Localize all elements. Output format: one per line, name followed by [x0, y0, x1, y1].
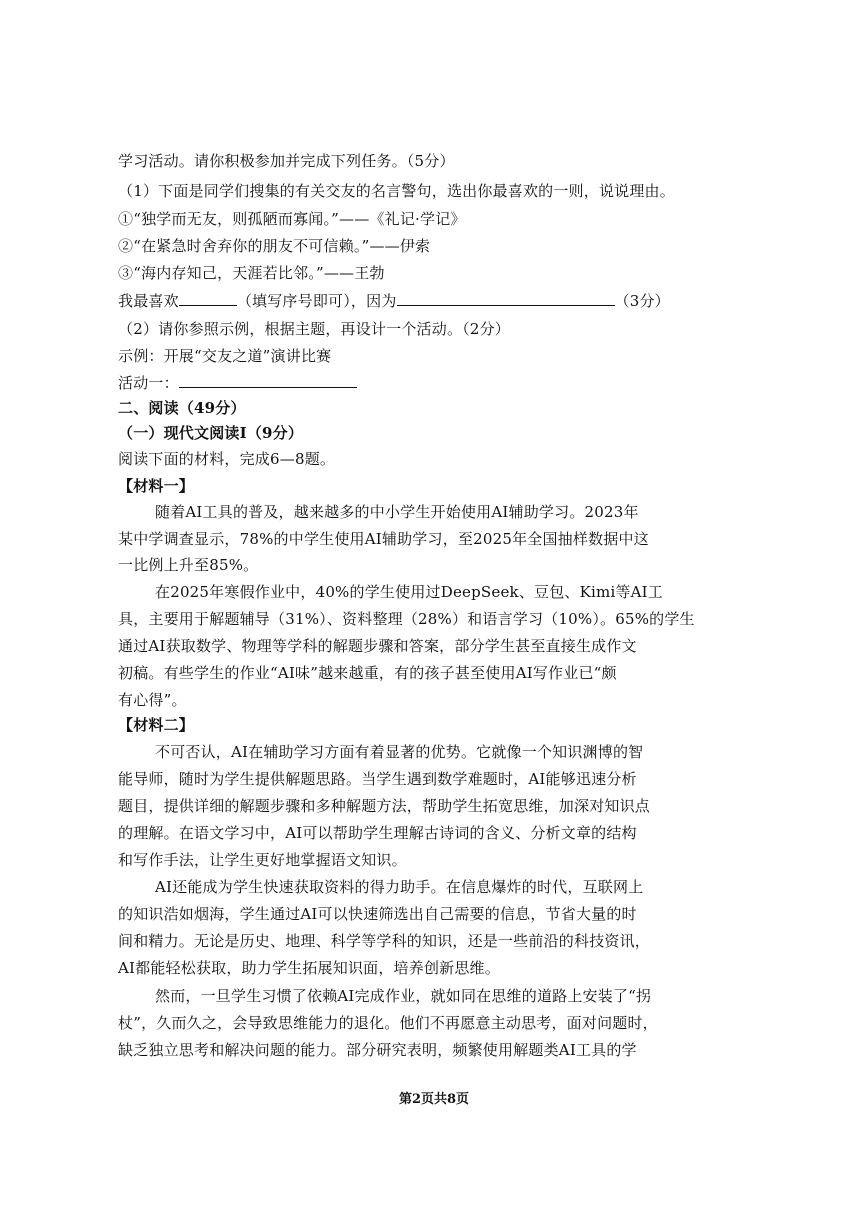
material-2-line: 然而，一旦学生习惯了依赖AI完成作业，就如同在思维的道路上安装了“拐 — [155, 987, 652, 1005]
material-2-line: 不可否认，AI在辅助学习方面有着显著的优势。它就像一个知识渊博的智 — [155, 743, 644, 761]
favorite-line — [118, 290, 670, 311]
material-1-line: 初稿。有些学生的作业“AI味”越来越重，有的孩子甚至使用AI写作业已“颇 — [118, 664, 617, 682]
subsection-title: （一）现代文阅读Ⅰ（9分） — [118, 424, 304, 442]
favorite-prefix: 我最喜欢 — [118, 292, 179, 310]
material-1-line: 通过AI获取数学、物理等学科的解题步骤和答案，部分学生甚至直接生成作文 — [118, 637, 637, 655]
material-1-title: 【材料一】 — [118, 477, 195, 495]
example-line: 示例：开展“交友之道”演讲比赛 — [118, 347, 332, 365]
quote-2: ②“在紧急时舍弃你的朋友不可信赖。”——伊索 — [118, 237, 431, 255]
material-1-line: 某中学调查显示，78%的中学生使用AI辅助学习，至2025年全国抽样数据中这 — [118, 530, 649, 548]
page-number: 第2页共8页 — [398, 1092, 470, 1107]
material-2-line: 杖”，久而久之，会导致思维能力的退化。他们不再愿意主动思考，面对问题时， — [118, 1014, 658, 1032]
material-1-line: 一比例上升至85%。 — [118, 556, 259, 574]
material-1-line: 随着AI工具的普及，越来越多的中小学生开始使用AI辅助学习。2023年 — [155, 503, 639, 521]
activity-label: 活动一： — [118, 374, 179, 392]
material-2-line: 能导师，随时为学生提供解题思路。当学生遇到数学难题时，AI能够迅速分析 — [118, 770, 637, 788]
section-title: 二、阅读（49分） — [118, 399, 246, 417]
material-1-line: 具，主要用于解题辅导（31%）、资料整理（28%）和语言学习（10%）。65%的学生 — [118, 610, 695, 628]
material-2-line: 间和精力。无论是历史、地理、科学等学科的知识，还是一些前沿的科技资讯， — [118, 932, 651, 950]
material-2-line: 的知识浩如烟海，学生通过AI可以快速筛选出自己需要的信息，节省大量的时 — [118, 905, 637, 923]
answer-blank-number[interactable] — [179, 291, 237, 306]
activity-line — [118, 372, 357, 393]
material-2-line: 和写作手法，让学生更好地掌握语文知识。 — [118, 851, 407, 869]
material-2-title: 【材料二】 — [118, 716, 195, 734]
material-2-line: 缺乏独立思考和解决问题的能力。部分研究表明，频繁使用解题类AI工具的学 — [118, 1041, 637, 1059]
answer-blank-activity[interactable] — [179, 373, 357, 388]
quote-3: ③“海内存知己，天涯若比邻。”——王勃 — [118, 264, 385, 282]
question-2: （2）请你参照示例，根据主题，再设计一个活动。（2分） — [118, 320, 510, 338]
favorite-score: （3分） — [614, 292, 670, 310]
material-2-line: 题目，提供详细的解题步骤和多种解题方法，帮助学生拓宽思维，加深对知识点 — [118, 797, 651, 815]
material-1-line: 有心得”。 — [118, 691, 187, 709]
answer-blank-reason[interactable] — [397, 291, 615, 306]
reading-instruction: 阅读下面的材料，完成6—8题。 — [118, 450, 336, 468]
question-1: （1）下面是同学们搜集的有关交友的名言警句，选出你最喜欢的一则，说说理由。 — [118, 182, 675, 200]
task-intro: 学习活动。请你积极参加并完成下列任务。（5分） — [118, 152, 455, 170]
material-2-line: AI都能轻松获取，助力学生拓展知识面，培养创新思维。 — [118, 959, 500, 977]
material-2-line: 的理解。在语文学习中，AI可以帮助学生理解古诗词的含义、分析文章的结构 — [118, 824, 637, 842]
favorite-middle: （填写序号即可），因为 — [236, 292, 397, 310]
material-1-line: 在2025年寒假作业中，40%的学生使用过DeepSeek、豆包、Kimi等AI工 — [155, 583, 663, 601]
material-2-line: AI还能成为学生快速获取资料的得力助手。在信息爆炸的时代，互联网上 — [155, 878, 644, 896]
quote-1: ①“独学而无友，则孤陋而寡闻。”——《礼记·学记》 — [118, 210, 466, 228]
